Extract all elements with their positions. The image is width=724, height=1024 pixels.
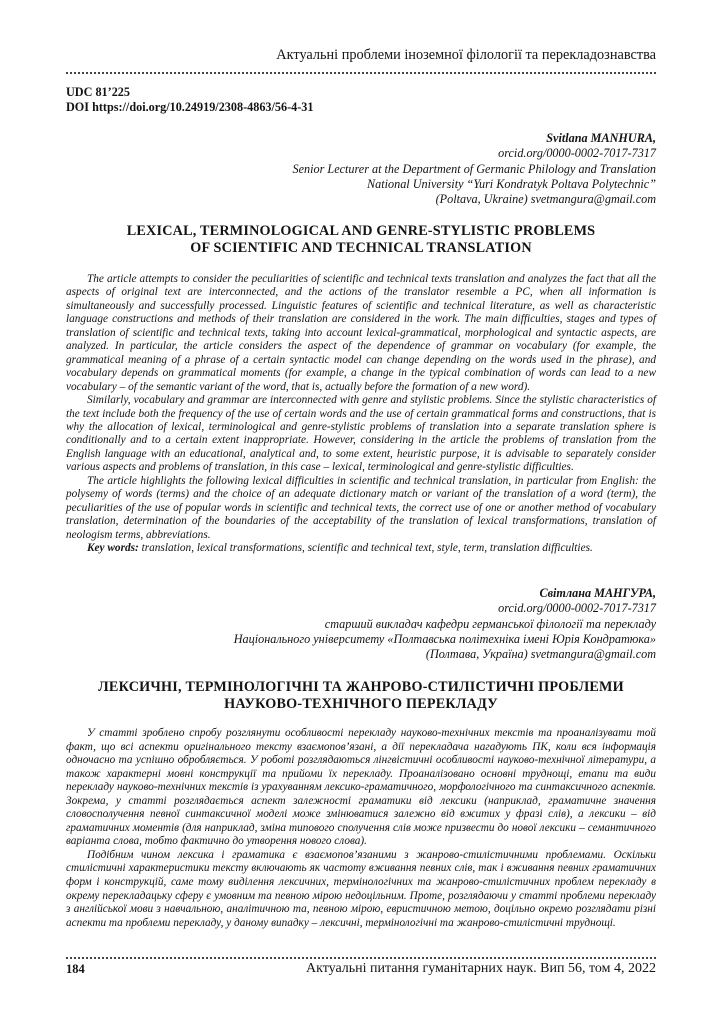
abstract-en-paragraph-1: The article attempts to consider the peculiarities of scientific and technical texts translation and analyzes the fact that all the aspects of original text are interconnected, and the actions of the translator resemble a PC, when all information is simultaneously and successfully processed. Linguistic features of scientific and technical literature, as well as characteristic language constructions and methods of their translation are considered in the work. The main difficulties, stages and types of translation of scientific and technical texts, taking into account lexical-grammatical, morphological and syntactic aspects, are analyzed. In particular, the article considers the aspect of the dependence of grammar on vocabulary (for example, the grammatical meaning of a phrase of a certain syntactic model can change depending on the words used in the phrase), and vocabulary depends on grammatical moments (for example, a change in the typical combination of words can lead to a new vocabulary – of the semantic variant of the word, that is, actually before the formation of a new word). [66,273,656,393]
author-name-uk: Світлана МАНГУРА, [539,586,656,600]
udc-code: UDC 81’225 [66,85,130,99]
keywords-label-en: Key words: [87,542,139,555]
abstract-uk [66,727,656,930]
title-en-line-1: LEXICAL, TERMINOLOGICAL AND GENRE-STYLISTIC PROBLEMS [126,223,596,239]
doi-link[interactable]: DOI https://doi.org/10.24919/2308-4863/56-4-31 [66,100,314,114]
author-orcid-en[interactable]: orcid.org/0000-0002-7017-7317 [498,146,656,161]
author-block-en [293,131,656,207]
title-uk-line-1: ЛЕКСИЧНІ, ТЕРМІНОЛОГІЧНІ ТА ЖАНРОВО-СТИЛІСТИЧНІ ПРОБЛЕМИ [98,679,624,695]
running-header: Актуальні проблеми іноземної філології та перекладознавства [276,47,656,63]
keywords-list-en: translation, lexical transformations, scientific and technical text, style, term, translation difficulties. [138,542,593,555]
author-block-uk [234,586,656,662]
abstract-en-paragraph-3: The article highlights the following lexical difficulties in scientific and technical translation, in particular from English: the polysemy of words (terms) and the choice of an adequate dictionary match or variant of the translation of a word (term), the peculiarities of the use of popular words in scientific and technical texts, the correct use of one or another method of vocabulary translation, determination of the boundaries of the acceptability of the translation of lexical transformations, translation of neologism terms, abbreviations. [66,474,656,541]
author-orcid-uk[interactable]: orcid.org/0000-0002-7017-7317 [498,601,656,616]
author-name-en: Svitlana MANHURA, [546,131,656,145]
author-position-uk: старший викладач кафедри германської філології та перекладу [324,616,656,631]
header-divider [66,72,656,74]
article-title-en [66,223,656,257]
page-number: 184 [66,962,85,976]
author-location-email-uk: (Полтава, Україна) svetmangura@gmail.com [425,647,656,662]
abstract-uk-paragraph-2: Подібним чином лексика і граматика є взаємопов’язаними з жанрово-стилістичними проблемами. Оскільки стилістичні характеристики тексту включають як частоту вживання певних слів, так і вживання певних граматичних форм і конструкцій, саме тому виділення лексичних, термінологічних та жанрово-стилістичних проблем перекладу в окрему перекладацьку сферу є умовним та певною мірою недоцільним. Проте, розглядаючи у статті проблеми перекладу з англійської мови з навчальною, аналітичною та, певною мірою, евристичною метою, доцільно окремо розглядати різні аспекти та проблеми перекладу, у даному випадку – лексичні, термінологічні та жанрово-стилістичні труднощі. [66,848,656,929]
abstract-en-paragraph-2: Similarly, vocabulary and grammar are interconnected with genre and stylistic problems. Since the stylistic characteristics of the text include both the frequency of the use of certain words and the use of certain grammatical forms and constructions, that is why the allocation of lexical, terminological and genre-stylistic problems of translation into a separate translation sphere is conditionally and to a certain extent inappropriate. However, considering in the article the problems of translation from the English language with an educational, analytical and, to some extent, heuristic purpose, it is advisable to separately consider various aspects and problems of translation, in this case – lexical, terminological and genre-stylistic difficulties. [66,394,656,474]
article-meta [66,85,313,115]
abstract-uk-paragraph-1: У статті зроблено спробу розглянути особливості перекладу науково-технічних текстів та проаналізувати той факт, що всі аспекти оригінального тексту взаємопов’язані, а дії перекладача нагадують ПК, коли вся інформація одночасно та успішно обробляється. У роботі розглядаються лінгвістичні особливості науково-технічної літератури, а також характерні мовні конструкції та прийоми їх перекладу. Проаналізовано основні труднощі, етапи та види перекладу науково-технічних текстів із урахуванням лексико-граматичного, морфологічного та синтаксичного аспектів. Зокрема, у статті розглядається аспект залежності граматики від лексики (наприклад, граматичне значення словосполучення певної синтаксичної моделі може змінюватися залежно від вжитих у фразі слів), а лексики – від граматичних моментів (для наприклад, зміна типового сполучення слів може призвести до нової лексики – семантичного варіанта слова, тобто фактично до утворення нового слова). [66,727,656,848]
footer-divider [66,957,656,959]
journal-footer: Актуальні питання гуманітарних наук. Вип 56, том 4, 2022 [305,961,656,976]
title-uk-line-2: НАУКОВО-ТЕХНІЧНОГО ПЕРЕКЛАДУ [224,696,498,712]
keywords-en [66,542,656,555]
author-position-en: Senior Lecturer at the Department of Germanic Philology and Translation [292,161,656,176]
author-institution-en: National University “Yuri Kondratyk Poltava Polytechnic” [367,176,656,191]
article-title-uk [66,679,656,713]
author-institution-uk: Національного університету «Полтавська політехніка імені Юрія Кондратюка» [233,631,656,646]
abstract-en [66,273,656,556]
title-en-line-2: OF SCIENTIFIC AND TECHNICAL TRANSLATION [190,240,532,256]
author-location-email-en: (Poltava, Ukraine) svetmangura@gmail.com [435,192,656,207]
